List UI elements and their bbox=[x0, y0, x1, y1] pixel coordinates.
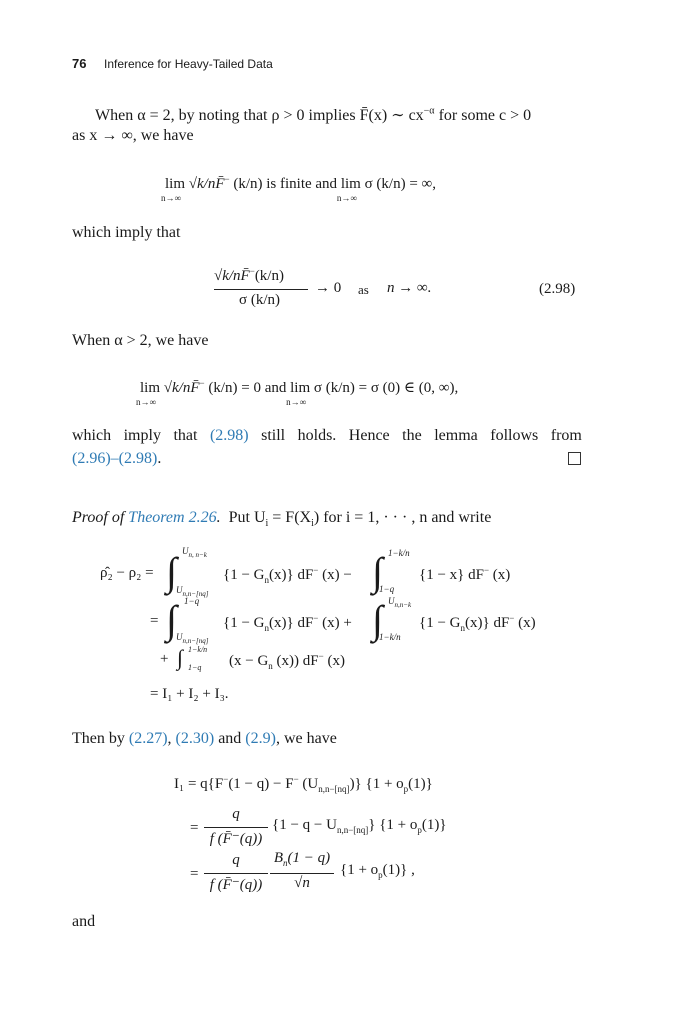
fraction-bar bbox=[204, 873, 268, 874]
theorem-link[interactable]: Theorem 2.26 bbox=[128, 509, 217, 526]
equation-4-row-3-tail: $\{1 + o_p(1)\}$ , bbox=[340, 862, 415, 880]
integrand: ($x - G_n$ (x)) dF− (x) bbox=[229, 651, 345, 671]
equation-2-98-limit: n → ∞. bbox=[387, 280, 432, 296]
fraction-denominator: √n bbox=[294, 875, 310, 891]
integral-upper-limit: 1−k/n bbox=[188, 645, 208, 654]
equation-link[interactable]: (2.30) bbox=[175, 730, 215, 747]
integral-upper-limit: 1−q bbox=[184, 596, 200, 606]
equation-2-98-denominator: σ (k/n) bbox=[239, 292, 280, 308]
equals-sign: = bbox=[150, 613, 159, 629]
fraction-numerator: q bbox=[232, 852, 240, 868]
paragraph-5: Then by (2.27), (2.30) and (2.9), we have bbox=[72, 730, 337, 747]
equation-2-98-arrow: → 0 bbox=[315, 280, 342, 296]
integral-lower-limit: 1−k/n bbox=[379, 632, 401, 642]
limit-operator: lim n→∞ bbox=[336, 176, 361, 203]
fraction-denominator: f (F̄⁻(q)) bbox=[209, 831, 263, 847]
equation-4-row-1: I₁ = q{F−(1 − q) − F− $(U_{n,n-[nq]})$} $\{1 + o_p(1)\}$ bbox=[174, 774, 433, 794]
paragraph-4-line-2: (2.96)–(2.98). bbox=[72, 450, 162, 467]
equation-link[interactable]: (2.96) bbox=[72, 450, 111, 467]
paragraph-1-line-1: When α = 2, by noting that ρ > 0 implies F̄(x) ∼ $cx^{-\alpha}$ for some c > 0 bbox=[95, 105, 532, 124]
integral-lower-limit: 1−q bbox=[379, 584, 395, 594]
fraction-numerator: q bbox=[232, 806, 240, 822]
equation-link[interactable]: (2.98) bbox=[118, 450, 158, 467]
running-title: Inference for Heavy-Tailed Data bbox=[104, 57, 273, 71]
proof-line: Proof of Theorem 2.26. Put $U_i = F(X_i)$ for i = 1, · · · , n and write bbox=[72, 509, 492, 530]
integral-upper-limit: $U_{n, n-k}$ bbox=[182, 546, 207, 559]
integral-sign: ∫ bbox=[166, 597, 177, 642]
paragraph-1-line-2: as x → ∞, we have bbox=[72, 127, 194, 144]
equation-label-2-98: (2.98) bbox=[539, 281, 576, 297]
equation-2-98-numerator: √k/nF̄−(k/n) bbox=[214, 266, 284, 284]
plus-sign: + bbox=[160, 651, 169, 667]
equals-sign: = bbox=[190, 820, 199, 836]
limit-operator: lim n→∞ bbox=[136, 380, 161, 407]
fraction-denominator: f (F̄⁻(q)) bbox=[209, 877, 263, 893]
integrand: {1 − x} dF− (x) bbox=[419, 565, 511, 583]
qed-square bbox=[568, 452, 581, 465]
equation-4-row-2-body: $\{1 - q - U_{n,n-[nq]}\}$ $\{1 + o_p(1)\}$ bbox=[272, 817, 447, 835]
paragraph-2: which imply that bbox=[72, 224, 181, 241]
limit-operator: lim n→∞ bbox=[161, 176, 186, 203]
integral-sign: ∫ bbox=[166, 549, 177, 594]
page-number: 76 bbox=[72, 56, 87, 71]
equation-1: lim n→∞ √k/nF̄− (k/n) is finite and lim n→∞ σ (k/n) = ∞, bbox=[161, 174, 436, 203]
fraction-bar bbox=[204, 827, 268, 828]
paragraph-3: When α > 2, we have bbox=[72, 332, 209, 349]
limit-operator: lim n→∞ bbox=[286, 380, 311, 407]
paragraph-6: and bbox=[72, 913, 96, 930]
integral-sign: ∫ bbox=[177, 645, 184, 670]
equation-link[interactable]: (2.27) bbox=[128, 730, 168, 747]
paragraph-4-line-1: which imply that (2.98) still holds. Hence the lemma follows from bbox=[72, 427, 582, 444]
integral-lower-limit: 1−q bbox=[188, 663, 202, 672]
equation-3-lhs: ρ̂₂ − ρ₂ = bbox=[100, 565, 154, 581]
fraction-bar bbox=[214, 289, 308, 290]
equals-sign: = bbox=[190, 866, 199, 882]
fraction-numerator: $B_n(1 - q)$ bbox=[273, 850, 331, 868]
equation-2: lim n→∞ √k/nF̄− (k/n) = 0 and lim n→∞ σ (k/n) = σ (0) ∈ (0, ∞), bbox=[136, 378, 459, 407]
integral-upper-limit: $U_{n,n-k}$ bbox=[388, 596, 412, 609]
integrand: $\{1 - G_n(x)\}$ dF− (x) bbox=[419, 613, 536, 633]
integral-lower-limit: $U_{n,n-[nq]}$ bbox=[176, 632, 209, 645]
integrand: $\{1 - G_n(x)\}$ dF− (x) − bbox=[223, 565, 352, 585]
equation-link[interactable]: (2.9) bbox=[245, 730, 276, 747]
fraction-bar bbox=[270, 873, 334, 874]
integral-upper-limit: 1−k/n bbox=[388, 548, 410, 558]
integral-lower-limit: $U_{n,n-[nq]}$ bbox=[176, 585, 209, 598]
equation-2-98-as: as bbox=[358, 282, 369, 297]
integral-sign: ∫ bbox=[372, 549, 383, 594]
integral-sign: ∫ bbox=[372, 597, 383, 642]
integrand: $\{1 - G_n(x)\}$ dF− (x) + bbox=[223, 613, 352, 633]
equation-3-sum: = I₁ + I₂ + I₃. bbox=[150, 686, 229, 702]
equation-link[interactable]: (2.98) bbox=[209, 427, 249, 444]
